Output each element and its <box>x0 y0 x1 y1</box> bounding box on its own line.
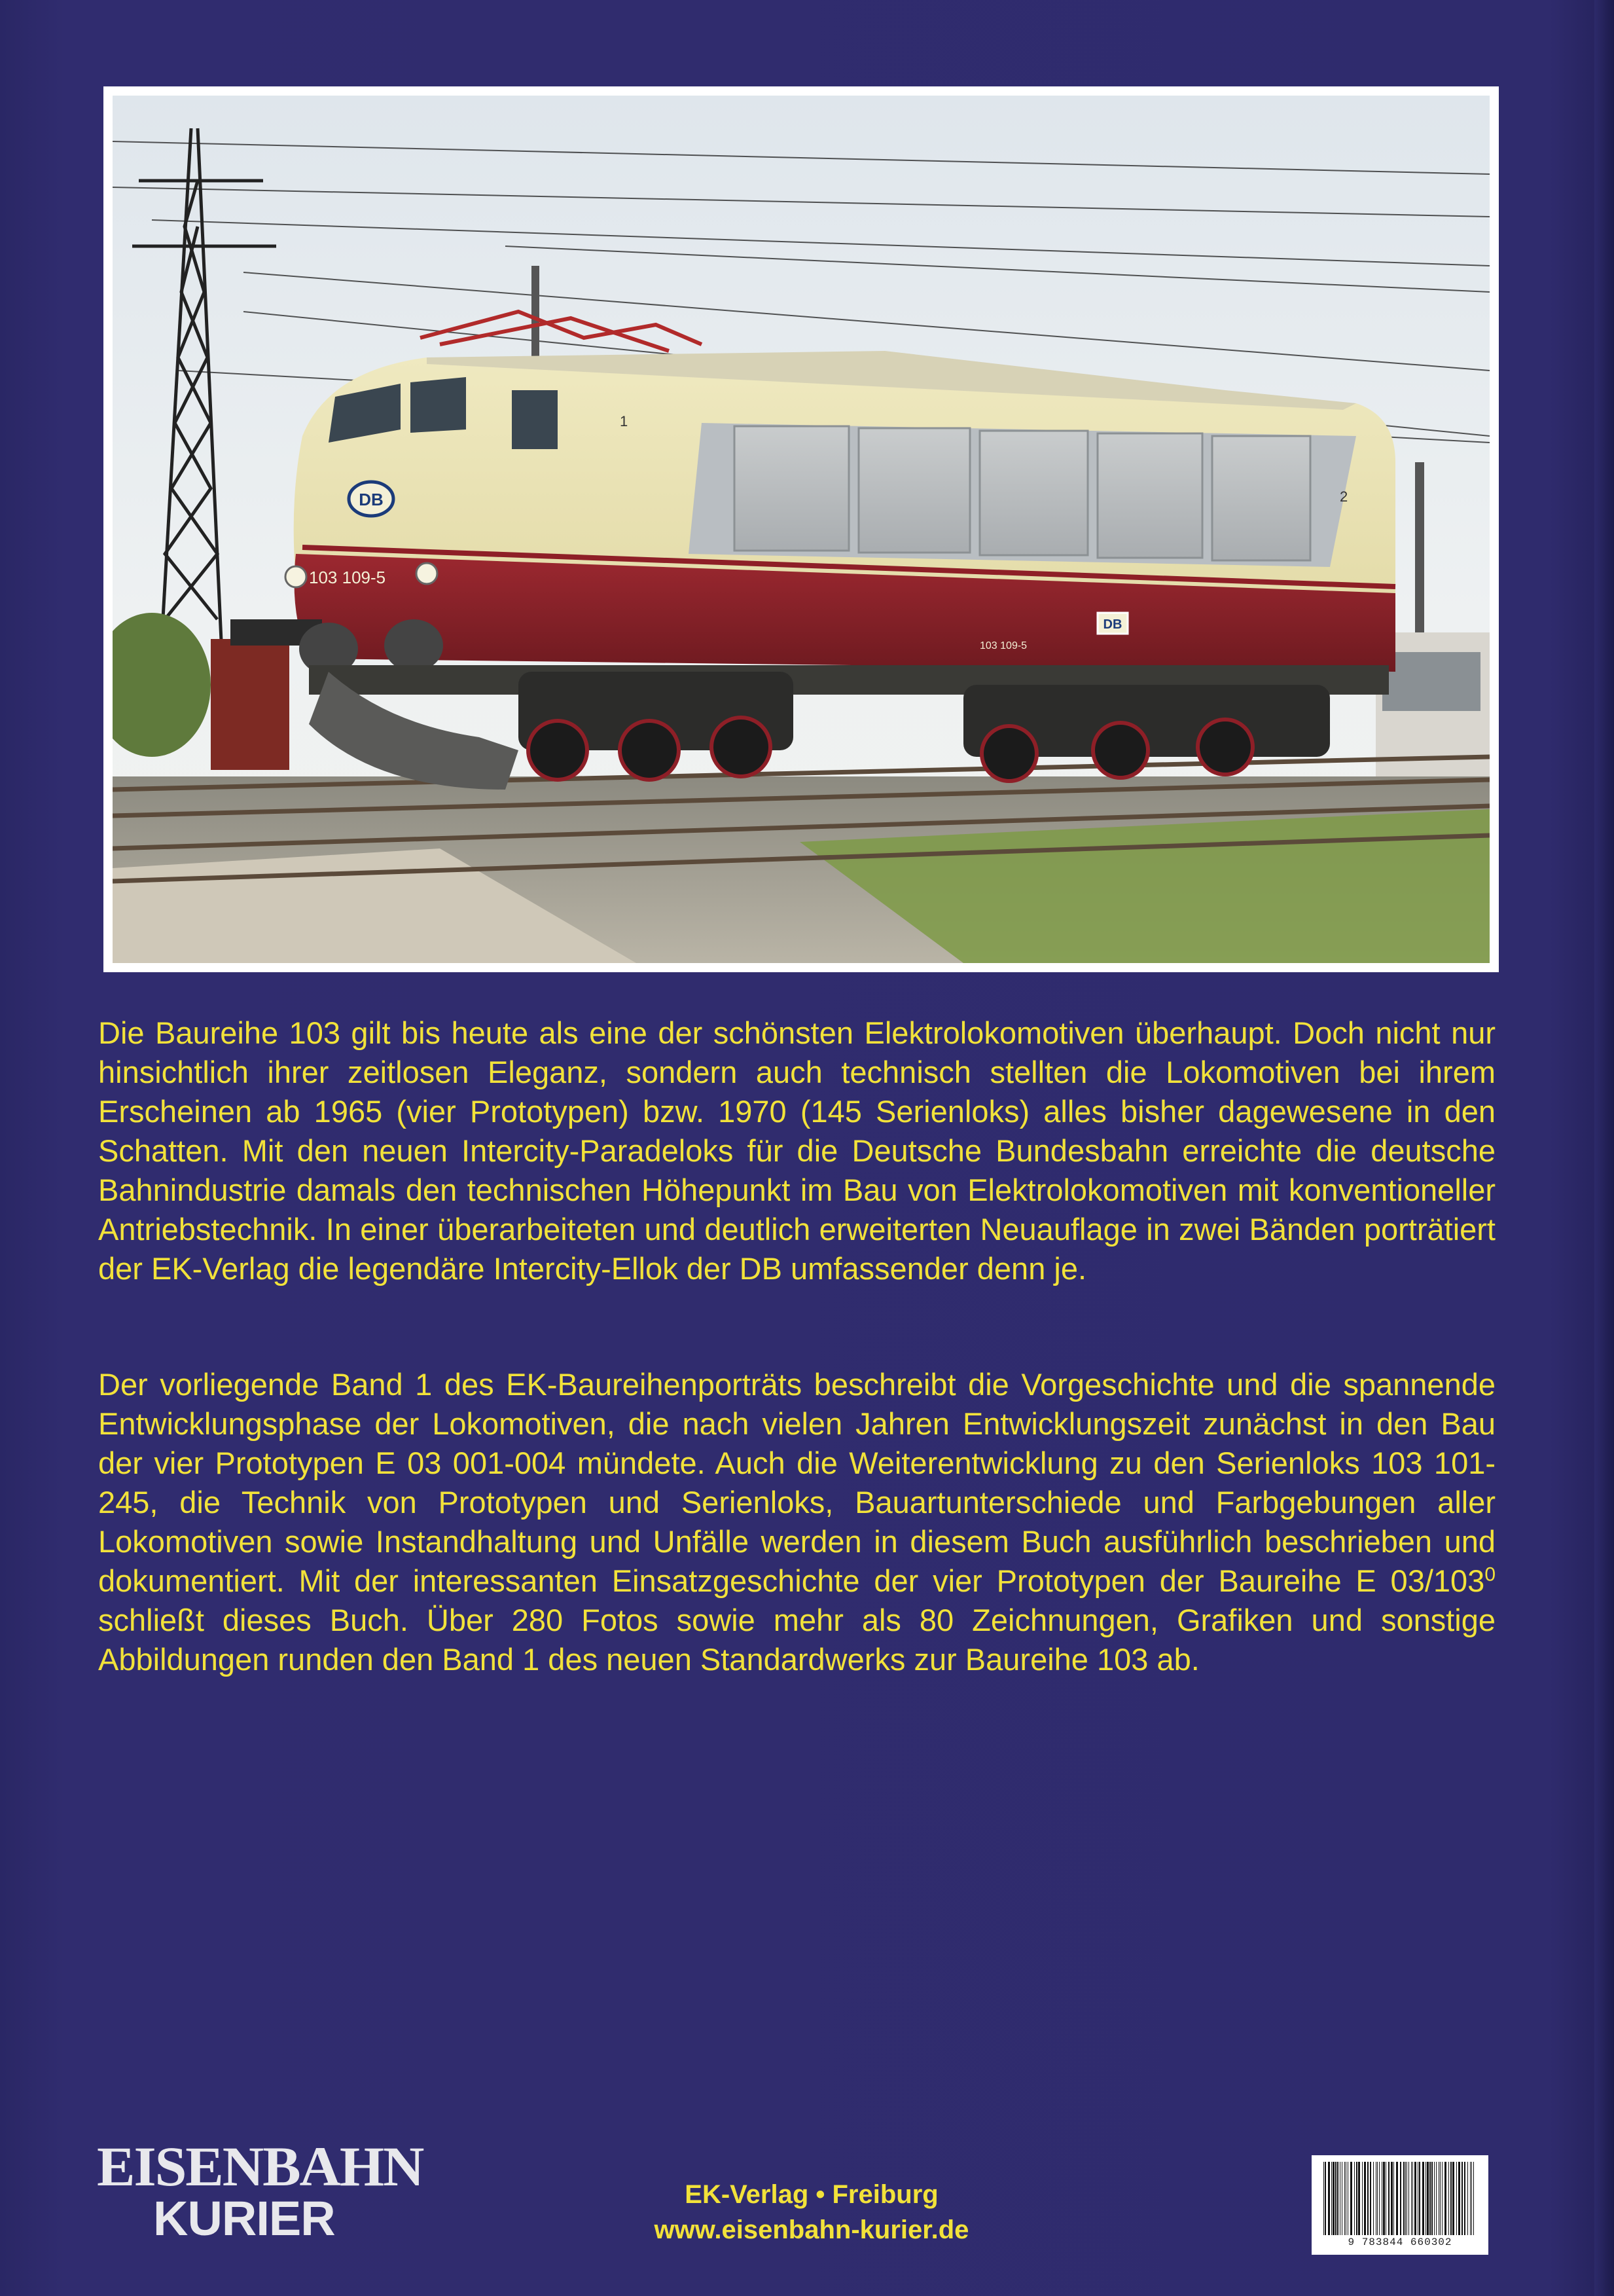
barcode-bar <box>1367 2162 1369 2235</box>
barcode-bar <box>1450 2162 1452 2235</box>
barcode-bar <box>1364 2162 1366 2235</box>
brand-line-1: EISENBAHN <box>97 2135 423 2198</box>
isbn-number: 9 783844 660302 <box>1348 2236 1452 2248</box>
barcode-bar <box>1470 2162 1471 2235</box>
publisher-name: EK-Verlag • Freiburg <box>685 2180 939 2209</box>
barcode-bar <box>1393 2162 1394 2235</box>
barcode-bar <box>1337 2162 1338 2235</box>
barcode-bar <box>1373 2162 1374 2235</box>
description-paragraph-2 <box>98 1365 1496 1679</box>
barcode-bar <box>1328 2162 1330 2235</box>
barcode-bar <box>1400 2162 1401 2235</box>
barcode-bar <box>1427 2162 1429 2235</box>
barcode-bar <box>1383 2162 1385 2235</box>
barcode-bar <box>1391 2162 1393 2235</box>
barcode-bar <box>1379 2162 1380 2235</box>
barcode-bar <box>1331 2162 1332 2235</box>
loco-number-front: 103 109-5 <box>309 568 386 587</box>
barcode-bar <box>1344 2162 1345 2235</box>
barcode-bar <box>1388 2162 1390 2235</box>
publisher-info <box>589 2177 1034 2248</box>
barcode-bar <box>1350 2162 1352 2235</box>
barcode-bar <box>1458 2162 1460 2235</box>
barcode-bar <box>1448 2162 1449 2235</box>
barcode-bar <box>1362 2162 1363 2235</box>
db-logo-side: DB <box>1103 617 1122 632</box>
barcode-bar <box>1414 2162 1416 2235</box>
barcode-bar <box>1436 2162 1437 2235</box>
cover-edge <box>1594 0 1614 2296</box>
barcode-bar <box>1434 2162 1435 2235</box>
barcode-bar <box>1408 2162 1409 2235</box>
barcode-bar <box>1467 2162 1468 2235</box>
brand-line-2: KURIER <box>153 2191 335 2246</box>
barcode-bar <box>1412 2162 1413 2235</box>
barcode-bar <box>1456 2162 1457 2235</box>
barcode-bar <box>1444 2162 1446 2235</box>
barcode-bar <box>1323 2162 1324 2235</box>
paragraph-2-superscript: 0 <box>1484 1563 1496 1586</box>
cover-photo-frame <box>103 86 1499 972</box>
loco-number-side: 103 109-5 <box>980 640 1028 651</box>
barcode-bar <box>1471 2162 1472 2235</box>
publisher-url[interactable]: www.eisenbahn-kurier.de <box>654 2215 969 2244</box>
barcode-bar <box>1429 2162 1431 2235</box>
end-number-2: 2 <box>1340 488 1348 505</box>
barcode-bar <box>1405 2162 1406 2235</box>
barcode-bar <box>1462 2162 1463 2235</box>
barcode-bars <box>1321 2162 1479 2235</box>
locomotive-photo <box>113 96 1490 963</box>
barcode-bar <box>1354 2162 1355 2235</box>
paragraph-2-part-b: schließt dieses Buch. Über 280 Fotos sowie mehr als 80 Zeichnungen, Grafiken und sonstige Abbildungen runden den Band 1 des neuen Standardwerks zur Baureihe 103 ab. <box>98 1603 1496 1677</box>
db-logo-front: DB <box>359 490 384 509</box>
barcode-bar <box>1358 2162 1360 2235</box>
barcode-bar <box>1473 2162 1474 2235</box>
barcode-bar <box>1442 2162 1443 2235</box>
barcode-bar <box>1431 2162 1433 2235</box>
isbn-barcode <box>1312 2155 1488 2255</box>
barcode-bar <box>1377 2162 1378 2235</box>
eisenbahn-kurier-logo <box>97 2135 423 2246</box>
barcode-bar <box>1422 2162 1424 2235</box>
barcode-bar <box>1370 2162 1371 2235</box>
barcode-bar <box>1411 2162 1412 2235</box>
description-paragraph-1: Die Baureihe 103 gilt bis heute als eine der schönsten Elektrolokomotiven überhaupt. Doch nicht nur hinsichtlich ihrer zeitlosen Eleganz, sondern auch technisch stellten die Lokomotiven bei ihrem Erscheinen ab 1965 (vier Prototypen) bzw. 1970 (145 Serienloks) alles bisher dagewesene in den Schatten. Mit den neuen Intercity-Paradeloks für die Deutsche Bundesbahn erreichte die deutsche Bahnindustrie damals den technischen Höhepunkt im Bau von Elektrolokomotiven mit konventioneller Antriebstechnik. In einer überarbeiteten und deutlich erweiterten Neuauflage in zwei Bänden porträtiert der EK-Verlag die legendäre Intercity-Ellok der DB umfassender denn je. <box>98 1015 1496 1286</box>
end-number-1: 1 <box>620 413 628 429</box>
barcode-bar <box>1419 2162 1420 2235</box>
barcode-bar <box>1356 2162 1357 2235</box>
barcode-bar <box>1325 2162 1326 2235</box>
barcode-bar <box>1452 2162 1454 2235</box>
barcode-bar <box>1464 2162 1465 2235</box>
barcode-bar <box>1403 2162 1405 2235</box>
barcode-bar <box>1440 2162 1441 2235</box>
barcode-bar <box>1396 2162 1398 2235</box>
barcode-bar <box>1335 2162 1336 2235</box>
paragraph-2-part-a: Der vorliegende Band 1 des EK-Baureihenporträts beschreibt die Vorgeschichte und die spannende Entwicklungsphase der Lokomotiven, die nach vielen Jahren Entwicklungszeit zunächst in den Bau der vier Prototypen E 03 001-004 mündete. Auch die Weiterentwicklung zu den Serienloks 103 101-245, die Technik von Prototypen und Serienloks, Bauartunterschiede und Farbgebungen aller Lokomotiven sowie Instandhaltung und Unfälle werden in diesem Buch ausführlich beschrieben und dokumentiert. Mit der interessanten Einsatzgeschichte der vier Prototypen der Baureihe E 03/103 <box>98 1367 1496 1598</box>
barcode-bar <box>1333 2162 1335 2235</box>
